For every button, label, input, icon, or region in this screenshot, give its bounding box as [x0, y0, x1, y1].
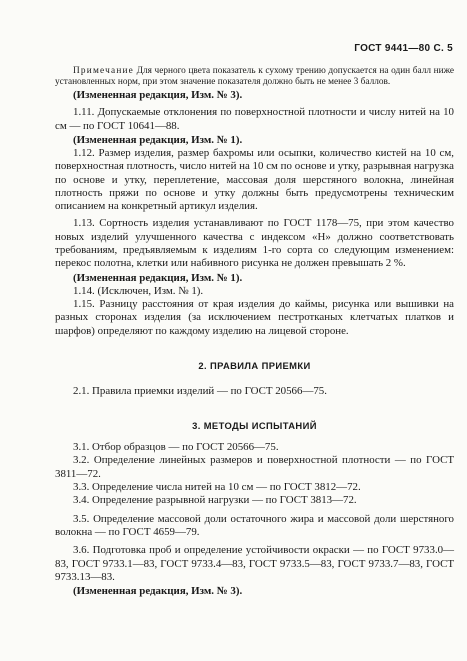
- edition-note: (Измененная редакция, Изм. № 3).: [73, 585, 243, 598]
- note-text: Для черного цвета показатель к сухому трению допускается на один балл ниже установленных норм, при этом значение показателя должно быть не менее 3 баллов.: [55, 66, 454, 88]
- clause-1-15: 1.15. Разницу расстояния от края изделия до каймы, рисунка или вышивки на разных сторонах изделия (за исключением пестротканых клетчатых платков и шарфов) определяют по каждому изделию на лицевой стороне.: [55, 297, 454, 337]
- note-label: Примечание: [73, 66, 134, 76]
- clause-1-12: 1.12. Размер изделия, размер бахромы или осыпки, количество кистей на 10 см, поверхностная плотность, число нитей на 10 см по основе и утку, разрывная нагрузка по основе и утку, переплетение, массовая доля шерстяного волокна, линейная плотность пряжи по основе и утку должны быть предусмотрены техническим описанием на конкретный артикул изделия.: [55, 147, 454, 213]
- clause-3-6: 3.6. Подготовка проб и определение устойчивости окраски — по ГОСТ 9733.0—83, ГОСТ 9733.1—83, ГОСТ 9733.4—83, ГОСТ 9733.5—83, ГОСТ 9733.7—83, ГОСТ 9733.13—83.: [55, 544, 454, 583]
- clause-3-2: 3.2. Определение линейных размеров и поверхностной плотности — по ГОСТ 3811—72.: [55, 454, 454, 480]
- clause-2-1: 2.1. Правила приемки изделий — по ГОСТ 20566—75.: [73, 384, 327, 397]
- clause-3-5: 3.5. Определение массовой доли остаточного жира и массовой доли шерстяного волокна — по ГОСТ 4659—79.: [55, 512, 454, 538]
- clause-3-3: 3.3. Определение числа нитей на 10 см — по ГОСТ 3812—72.: [73, 481, 361, 494]
- section-heading-2: 2. ПРАВИЛА ПРИЕМКИ: [198, 359, 311, 371]
- clause-1-13: 1.13. Сортность изделия устанавливают по ГОСТ 1178—75, при этом качество новых изделий улучшенного качества с индексом «Н» должно соответствовать требованиям, предъявляемым к изделиям 1-го сорта со следующим изменением: перекос полотна, клетки или набивного рисунка не должен превышать 2 %.: [55, 217, 454, 270]
- edition-note: (Измененная редакция, Изм. № 1).: [73, 271, 243, 284]
- edition-note: (Измененная редакция, Изм. № 1).: [73, 134, 243, 146]
- section-heading-3: 3. МЕТОДЫ ИСПЫТАНИЙ: [192, 420, 317, 432]
- clause-1-14: 1.14. (Исключен, Изм. № 1).: [73, 284, 204, 297]
- clause-3-4: 3.4. Определение разрывной нагрузки — по ГОСТ 3813—72.: [73, 494, 357, 507]
- document-body: [55, 66, 454, 598]
- note-paragraph: [55, 66, 454, 88]
- clause-1-11: 1.11. Допускаемые отклонения по поверхностной плотности и числу нитей на 10 см — по ГОСТ 10641—88.: [55, 106, 454, 132]
- clause-3-1: 3.1. Отбор образцов — по ГОСТ 20566—75.: [73, 441, 279, 454]
- page-header: ГОСТ 9441—80 С. 5: [354, 43, 453, 54]
- edition-note: (Измененная редакция, Изм. № 3).: [73, 89, 243, 102]
